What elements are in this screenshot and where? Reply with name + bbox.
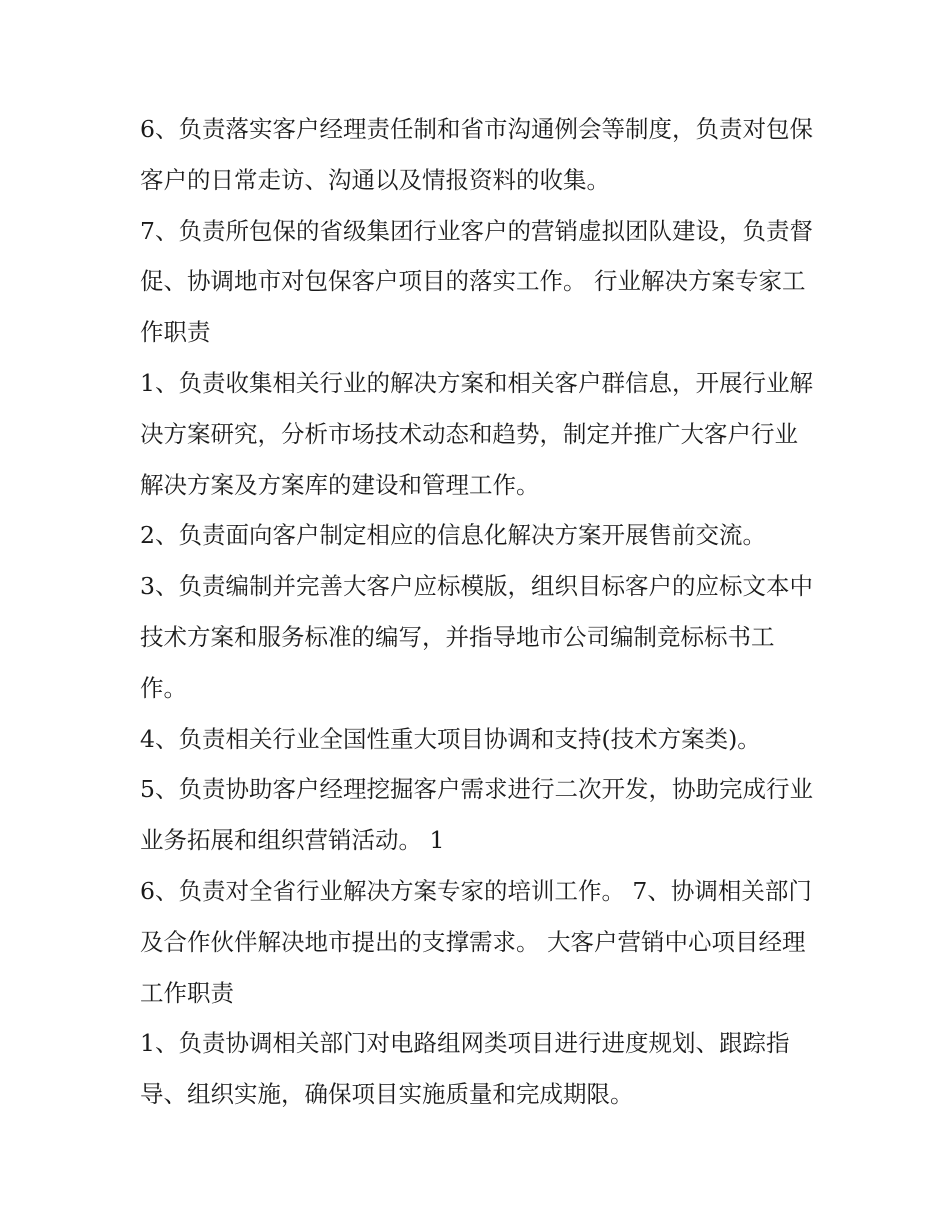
- paragraph: 1、负责协调相关部门对电路组网类项目进行进度规划、跟踪指导、组织实施，确保项目实施质量和完成期限。: [140, 1029, 790, 1109]
- paragraph: 6、负责对全省行业解决方案专家的培训工作。 7、协调相关部门及合作伙伴解决地市提出的支撑需求。 大客户营销中心项目经理工作职责: [140, 876, 812, 1007]
- paragraph: 7、负责所包保的省级集团行业客户的营销虚拟团队建设，负责督促、协调地市对包保客户项目的落实工作。 行业解决方案专家工作职责: [140, 216, 813, 347]
- paragraph: 5、负责协助客户经理挖掘客户需求进行二次开发，协助完成行业业务拓展和组织营销活动。 1: [140, 775, 813, 855]
- paragraph: 4、负责相关行业全国性重大项目协调和支持(技术方案类)。: [140, 724, 761, 753]
- document-body: [140, 104, 820, 1120]
- paragraph: 2、负责面向客户制定相应的信息化解决方案开展售前交流。: [140, 521, 766, 550]
- paragraph: 1、负责收集相关行业的解决方案和相关客户群信息，开展行业解决方案研究，分析市场技术动态和趋势，制定并推广大客户行业解决方案及方案库的建设和管理工作。: [140, 368, 813, 499]
- paragraph: 6、负责落实客户经理责任制和省市沟通例会等制度，负责对包保客户的日常走访、沟通以及情报资料的收集。: [140, 115, 813, 194]
- paragraph: 3、负责编制并完善大客户应标模版，组织目标客户的应标文本中技术方案和服务标准的编写，并指导地市公司编制竞标标书工作。: [140, 572, 813, 702]
